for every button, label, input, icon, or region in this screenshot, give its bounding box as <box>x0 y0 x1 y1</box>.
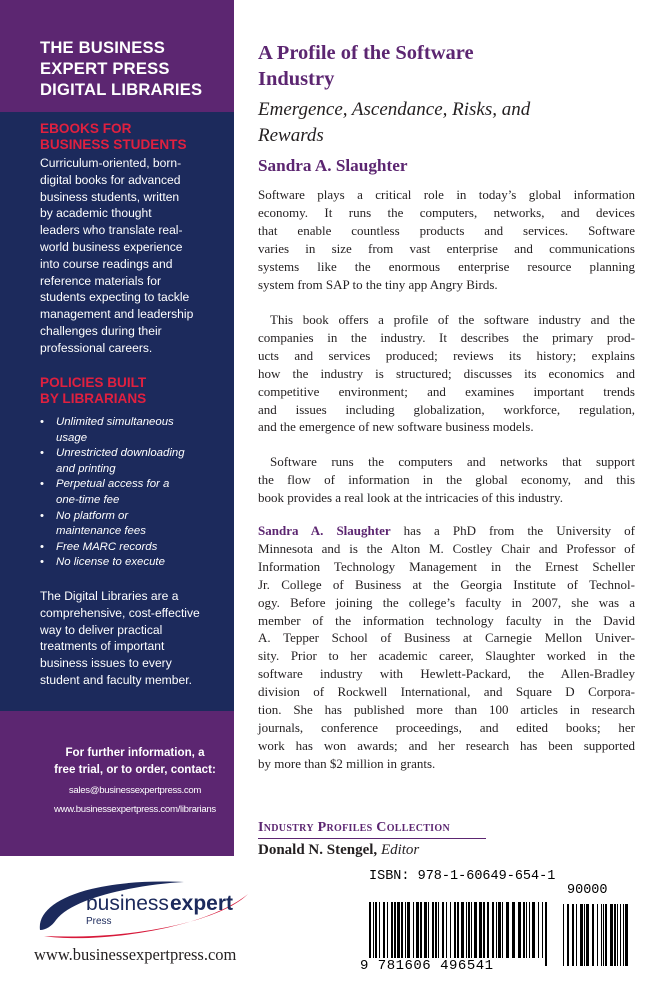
bio-line: Jr. College of Business at the Georgia Institute of Technol- <box>258 576 635 592</box>
policy-item <box>40 415 230 446</box>
barcode-bar <box>442 902 444 958</box>
ebooks-text-line: world business experience <box>40 239 183 254</box>
barcode-bar <box>523 902 525 958</box>
bio-line: division of Rockwell International, and Square D Corpora- <box>258 684 635 700</box>
barcode-addon-bar <box>617 904 618 966</box>
bio-author-name: Sandra A. Slaughter <box>258 523 391 538</box>
barcode-bar <box>383 902 385 958</box>
barcode-bar <box>379 902 380 958</box>
bio-line: A. Tepper School of Business at Carnegie Mellon Univer- <box>258 630 635 646</box>
barcode-bar <box>496 902 497 958</box>
bullet-icon: • <box>40 416 44 428</box>
barcode-bar <box>468 902 470 958</box>
barcode-addon-bar <box>586 904 589 966</box>
barcode-bar <box>450 902 451 958</box>
ebooks-heading-line: EBOOKS FOR <box>40 121 132 136</box>
book-subtitle <box>258 97 628 149</box>
description-line: system from SAP to the tiny app Angry Birds. <box>258 276 498 292</box>
barcode-bar <box>438 902 439 958</box>
barcode-bar <box>526 902 527 958</box>
barcode-addon-bar <box>597 904 598 966</box>
barcode-addon-bar <box>605 904 607 966</box>
policy-line: Unlimited simultaneous <box>56 416 174 428</box>
policy-line: Perpetual access for a <box>56 478 170 491</box>
barcode-addon-bar <box>584 904 585 966</box>
barcode-bar <box>518 902 521 958</box>
bio-line-start: has a PhD from the University of <box>390 523 635 538</box>
barcode-bar <box>391 902 393 958</box>
description-line: how the industry is structured; discusses its economics and <box>258 365 635 381</box>
barcode-addon-bar <box>603 904 604 966</box>
barcode-addon-bar <box>580 904 583 966</box>
policy-line: Free MARC records <box>56 540 158 553</box>
ebooks-text-line: professional careers. <box>40 340 153 355</box>
barcode-bar <box>506 902 509 958</box>
bio-line: journals, conference proceedings, and edited books; her <box>258 719 635 735</box>
barcode-bar <box>428 902 429 958</box>
description-line: that enable countless products and services. Software <box>258 222 635 238</box>
author-bio <box>258 522 635 773</box>
sidebar-panel <box>0 0 234 856</box>
description-line: and issues including globalization, workforce, regulation, <box>258 401 635 417</box>
ebooks-text-line: into course readings and <box>40 256 173 271</box>
contact-lead-line: free trial, or to order, contact: <box>54 763 216 776</box>
description-line: Software plays a critical role in today’s global information <box>258 187 635 202</box>
sidebar-title-line: THE BUSINESS <box>40 38 166 57</box>
barcode-bar <box>474 902 477 958</box>
ebooks-text-line: students expecting to tackle <box>40 290 190 305</box>
barcode-bar <box>397 902 400 958</box>
bullet-icon: • <box>40 556 44 569</box>
barcode-bar <box>420 902 422 958</box>
book-author: Sandra A. Slaughter <box>258 156 408 175</box>
barcode-bar <box>405 902 406 958</box>
barcode-bar <box>483 902 485 958</box>
closing-text-line: way to deliver practical <box>40 622 163 637</box>
barcode-addon-bar <box>625 904 628 966</box>
barcode-bar <box>416 902 419 958</box>
barcode-bar <box>387 902 388 958</box>
ebooks-text-line: reference materials for <box>40 273 161 288</box>
policy-line: and printing <box>56 462 116 475</box>
publisher-logo <box>34 870 280 942</box>
ebooks-heading <box>40 121 230 153</box>
ebooks-heading-line: BUSINESS STUDENTS <box>40 137 187 152</box>
closing-text-line: business issues to every <box>40 656 172 671</box>
description-line: This book offers a profile of the software industry and the <box>270 312 635 327</box>
barcode-addon-bar <box>623 904 624 966</box>
closing-description <box>40 588 230 689</box>
bio-line: software industry with Hewlett-Packard, the Allen-Bradley <box>258 666 635 682</box>
barcode-bar <box>394 902 396 958</box>
description-line: economy. It runs the computers, networks, and devices <box>258 204 635 220</box>
closing-text-line: comprehensive, cost-effective <box>40 605 200 620</box>
barcode-bar <box>407 902 410 958</box>
barcode-addon-bar <box>592 904 594 966</box>
barcode-bar <box>375 902 377 958</box>
bio-line: sity. Prior to her academic career, Slaughter worked in the <box>258 648 635 664</box>
description-line: and the emergence of new software business models. <box>258 419 534 435</box>
policies-heading-line: POLICIES BUILT <box>40 375 147 390</box>
sidebar-header <box>0 0 234 112</box>
bullet-icon: • <box>40 447 44 460</box>
series-editor <box>258 840 419 860</box>
bio-line <box>258 522 635 540</box>
logo-sub: Press <box>86 916 112 927</box>
bullet-icon: • <box>40 478 44 491</box>
bio-line: tion. She has published more than 100 articles in research <box>258 702 635 718</box>
barcode-bar <box>432 902 434 958</box>
bullet-icon: • <box>40 509 44 522</box>
barcode-addon-bar <box>601 904 602 966</box>
policies-heading-line: BY LIBRARIANS <box>40 391 147 406</box>
bio-line: Information Technology Management in the Ernest Scheller <box>258 558 635 574</box>
description-paragraph-1 <box>258 186 635 293</box>
policy-line: No platform or <box>56 509 129 522</box>
barcode-bar <box>502 902 503 958</box>
sidebar-title <box>40 37 230 100</box>
book-subtitle-line: Rewards <box>258 125 324 146</box>
ebooks-text-line: by academic thought <box>40 206 152 221</box>
barcode-bar <box>461 902 464 958</box>
policy-line: usage <box>56 431 88 444</box>
barcode-addon-bar <box>614 904 616 966</box>
barcode-addon-bar <box>567 904 569 966</box>
bullet-icon: • <box>40 540 44 553</box>
ebooks-text-line: Curriculum-oriented, born- <box>40 156 182 170</box>
book-title-line: A Profile of the Software <box>258 42 474 64</box>
barcode-bar <box>492 902 494 958</box>
closing-text-line: treatments of important <box>40 639 165 654</box>
policy-line: maintenance fees <box>56 525 146 538</box>
contact-lead <box>40 744 230 778</box>
logo-wordmark-light: business <box>86 892 169 915</box>
ebooks-text-line: business students, written <box>40 189 180 204</box>
description-line: the flow of information in the global economy, and this <box>258 471 635 487</box>
barcode-bar <box>471 902 472 958</box>
barcode-bar <box>457 902 459 966</box>
barcode-bar <box>369 902 371 966</box>
book-title-line: Industry <box>258 68 335 90</box>
description-line: book provides a real look at the intricacies of this industry. <box>258 489 563 505</box>
barcode-bar <box>479 902 482 958</box>
bio-line: work has won awards; and her research has been supported <box>258 737 635 753</box>
barcode-addon-bar <box>610 904 613 966</box>
contact-block <box>40 744 230 816</box>
barcode-bar <box>512 902 515 958</box>
description-line: ucts and services produced; reviews its history; explains <box>258 347 635 363</box>
barcode-bar <box>413 902 414 958</box>
barcode-bar <box>446 902 447 958</box>
ebooks-text-line: digital books for advanced <box>40 172 181 187</box>
policy-line: No license to execute <box>56 556 165 569</box>
policy-item <box>40 540 230 556</box>
ebooks-text-line: challenges during their <box>40 323 162 338</box>
publisher-website[interactable]: www.businessexpertpress.com <box>34 945 237 964</box>
policy-line: Unrestricted downloading <box>56 447 185 460</box>
sidebar-title-line: DIGITAL LIBRARIES <box>40 80 203 99</box>
barcode-bar <box>532 902 535 958</box>
description-paragraph-3 <box>258 453 635 507</box>
description-paragraph-2 <box>258 311 635 436</box>
bio-line: member of the information technology faculty in the David <box>258 612 635 628</box>
logo-wordmark-bold: expert <box>170 892 234 915</box>
barcode-addon-bar <box>563 904 564 966</box>
sidebar-title-line: EXPERT PRESS <box>40 59 170 78</box>
policy-item <box>40 509 230 540</box>
barcode-bar <box>373 902 374 958</box>
barcode-bar <box>424 902 427 958</box>
bio-line: by more than $2 million in grants. <box>258 755 436 771</box>
barcode-bar <box>454 902 456 958</box>
barcode-bar <box>542 902 543 958</box>
barcode-addon-bar <box>572 904 574 966</box>
barcode-bar <box>529 902 530 958</box>
policy-line: one-time fee <box>56 493 120 506</box>
barcode-bar <box>498 902 501 958</box>
policies-heading <box>40 375 230 407</box>
price-code: 90000 <box>567 883 608 898</box>
closing-text-line: The Digital Libraries are a <box>40 589 179 603</box>
ean-digits: 9 781606 496541 <box>360 958 494 974</box>
contact-email-link[interactable]: sales@businessexpertpress.com <box>68 785 202 796</box>
contact-url-link[interactable]: www.businessexpertpress.com/librarians <box>54 804 216 815</box>
description-line: systems like the enormous enterprise resource planning <box>258 258 635 274</box>
barcode-bar <box>466 902 467 958</box>
editor-role: Editor <box>380 842 420 858</box>
closing-text-line: student and faculty member. <box>40 672 192 687</box>
description-line: varies in size from vast enterprise and communications <box>258 240 635 256</box>
policy-item <box>40 477 230 508</box>
barcode-bar <box>545 902 547 966</box>
ebooks-description <box>40 155 230 357</box>
contact-lead-line: For further information, a <box>65 746 205 759</box>
bio-line: Minnesota and is the Alton M. Costley Chair and Professor of <box>258 540 635 556</box>
barcode-bar <box>538 902 539 958</box>
isbn-label: ISBN: 978-1-60649-654-1 <box>369 869 556 884</box>
editor-name: Donald N. Stengel, <box>258 842 378 858</box>
barcode-bar <box>401 902 403 958</box>
policy-item <box>40 555 230 571</box>
description-line: competitive environment; and examines important trends <box>258 383 635 399</box>
bio-line: ogy. Before joining the college’s faculty in 2007, she was a <box>258 594 635 610</box>
ebooks-text-line: management and leadership <box>40 307 194 322</box>
barcode-bar <box>435 902 437 958</box>
barcode-addon-bar <box>620 904 621 966</box>
ebooks-text-line: leaders who translate real- <box>40 223 183 238</box>
description-line: companies in the industry. It describes the primary prod- <box>258 329 635 345</box>
policies-list <box>40 415 230 571</box>
book-title <box>258 40 618 92</box>
barcode-addon-bar <box>576 904 577 966</box>
collection-name: Industry Profiles Collection <box>258 819 486 839</box>
book-subtitle-line: Emergence, Ascendance, Risks, and <box>258 99 531 120</box>
policy-item <box>40 446 230 477</box>
barcode-bar <box>487 902 489 958</box>
description-line: Software runs the computers and networks that support <box>270 454 635 469</box>
